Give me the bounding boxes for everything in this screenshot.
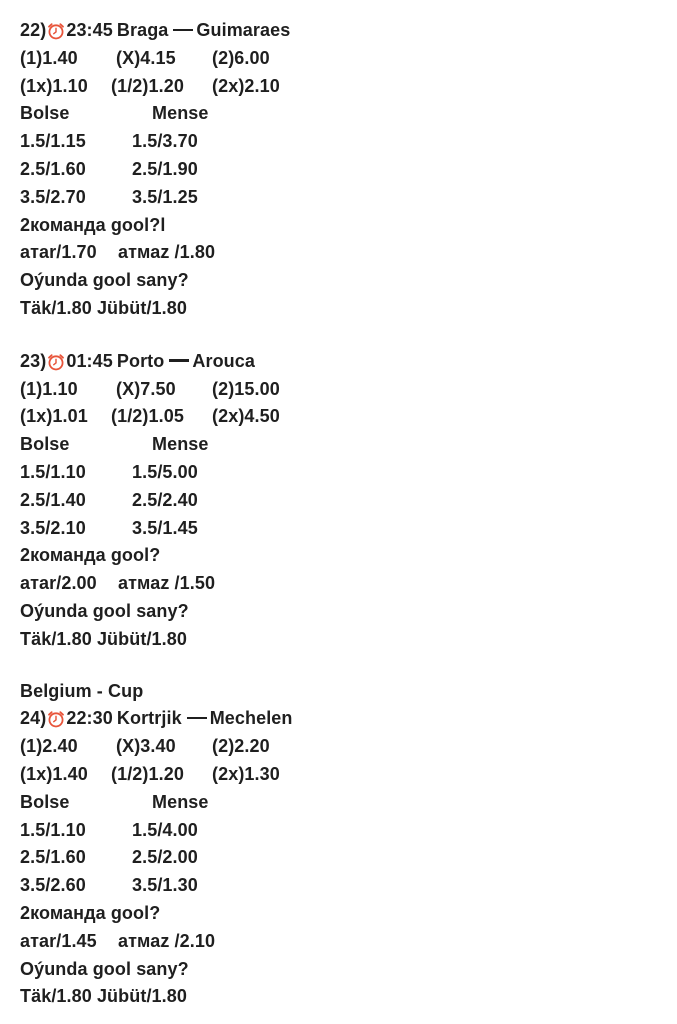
odds-12: (1/2)1.05 xyxy=(111,406,184,427)
odds-away-win: (2)2.20 xyxy=(212,736,270,757)
match-number: 23) xyxy=(20,350,47,371)
goals-count-label: Oýunda gool sany? xyxy=(20,270,189,291)
atmaz-odds: атмаz /1.80 xyxy=(118,242,216,263)
mense-value: 2.5/2.40 xyxy=(132,489,198,510)
over-under-row xyxy=(20,487,660,515)
versus-dash xyxy=(169,359,189,362)
alarm-clock-icon xyxy=(47,710,65,728)
away-team: Mechelen xyxy=(209,708,293,729)
odds-draw: (X)7.50 xyxy=(116,378,176,399)
bolse-label: Bolse xyxy=(20,434,70,455)
versus-dash xyxy=(187,717,207,720)
bolse-value: 2.5/1.60 xyxy=(20,158,86,179)
both-score-label: 2команда gool? xyxy=(20,902,161,923)
atar-odds: атаr/1.70 xyxy=(20,242,97,263)
away-team: Arouca xyxy=(192,350,255,371)
atmaz-odds: атмаz /2.10 xyxy=(118,930,216,951)
odds-away-win: (2)15.00 xyxy=(212,378,280,399)
atar-odds: атаr/1.45 xyxy=(20,930,97,951)
away-team: Guimaraes xyxy=(196,20,291,40)
mense-value: 1.5/3.70 xyxy=(132,131,198,152)
odd-even-row: Täk/1.80 Jübüt/1.80 xyxy=(20,297,187,318)
home-team: Braga xyxy=(116,20,169,40)
double-chance-row xyxy=(20,403,660,431)
mense-value: 3.5/1.30 xyxy=(132,875,198,896)
bolse-value: 3.5/2.60 xyxy=(20,875,86,896)
mense-value: 2.5/1.90 xyxy=(132,158,198,179)
bolse-value: 3.5/2.70 xyxy=(20,186,86,207)
mense-label: Mense xyxy=(152,791,209,812)
match-number: 22) xyxy=(20,20,47,40)
odds-12: (1/2)1.20 xyxy=(111,75,184,96)
result-odds-row xyxy=(20,376,660,404)
bolse-value: 1.5/1.10 xyxy=(20,819,86,840)
over-under-row xyxy=(20,515,660,543)
match-time: 22:30 xyxy=(66,708,113,729)
odds-2x: (2x)1.30 xyxy=(212,763,280,784)
over-under-row xyxy=(20,844,660,872)
odds-home-win: (1)1.40 xyxy=(20,47,78,68)
mense-value: 3.5/1.45 xyxy=(132,517,198,538)
double-chance-row xyxy=(20,73,660,101)
odds-home-win: (1)2.40 xyxy=(20,736,78,757)
bolse-value: 3.5/2.10 xyxy=(20,517,86,538)
league-title: Belgium - Cup xyxy=(20,680,144,701)
over-under-row xyxy=(20,817,660,845)
goals-count-label: Oýunda gool sany? xyxy=(20,600,189,621)
match-number: 24) xyxy=(20,708,47,729)
odds-12: (1/2)1.20 xyxy=(111,763,184,784)
over-under-row xyxy=(20,872,660,900)
odds-1x: (1x)1.10 xyxy=(20,75,88,96)
bolse-value: 1.5/1.10 xyxy=(20,461,86,482)
both-score-row xyxy=(20,928,660,956)
alarm-clock-icon xyxy=(47,22,65,40)
atar-odds: атаr/2.00 xyxy=(20,573,97,594)
over-under-row xyxy=(20,128,660,156)
match-header xyxy=(20,348,660,376)
mense-value: 2.5/2.00 xyxy=(132,847,198,868)
match-header xyxy=(20,17,660,45)
match-header xyxy=(20,705,660,733)
over-under-header xyxy=(20,431,660,459)
home-team: Kortrjik xyxy=(116,708,182,729)
over-under-header xyxy=(20,789,660,817)
match-time: 23:45 xyxy=(66,20,113,40)
over-under-row xyxy=(20,184,660,212)
bolse-label: Bolse xyxy=(20,791,70,812)
odd-even-row: Täk/1.80 Jübüt/1.80 xyxy=(20,986,187,1007)
result-odds-row xyxy=(20,733,660,761)
mense-value: 1.5/5.00 xyxy=(132,461,198,482)
odds-home-win: (1)1.10 xyxy=(20,378,78,399)
home-team: Porto xyxy=(116,350,165,371)
match-time: 01:45 xyxy=(66,350,113,371)
odd-even-row: Täk/1.80 Jübüt/1.80 xyxy=(20,628,187,649)
odds-1x: (1x)1.01 xyxy=(20,406,88,427)
odds-away-win: (2)6.00 xyxy=(212,47,270,68)
mense-label: Mense xyxy=(152,434,209,455)
mense-value: 3.5/1.25 xyxy=(132,186,198,207)
both-score-label: 2команда gool?l xyxy=(20,214,166,235)
result-odds-row xyxy=(20,45,660,73)
both-score-label: 2команда gool? xyxy=(20,545,161,566)
odds-draw: (X)3.40 xyxy=(116,736,176,757)
odds-draw: (X)4.15 xyxy=(116,47,176,68)
both-score-row xyxy=(20,239,660,267)
both-score-row xyxy=(20,570,660,598)
atmaz-odds: атмаz /1.50 xyxy=(118,573,216,594)
bolse-label: Bolse xyxy=(20,103,70,124)
over-under-row xyxy=(20,459,660,487)
mense-label: Mense xyxy=(152,103,209,124)
over-under-header xyxy=(20,100,660,128)
versus-dash xyxy=(173,29,193,32)
bolse-value: 1.5/1.15 xyxy=(20,131,86,152)
odds-2x: (2x)4.50 xyxy=(212,406,280,427)
double-chance-row xyxy=(20,761,660,789)
odds-1x: (1x)1.40 xyxy=(20,763,88,784)
bolse-value: 2.5/1.60 xyxy=(20,847,86,868)
over-under-row xyxy=(20,156,660,184)
goals-count-label: Oýunda gool sany? xyxy=(20,958,189,979)
betting-odds-document xyxy=(20,17,660,1011)
bolse-value: 2.5/1.40 xyxy=(20,489,86,510)
mense-value: 1.5/4.00 xyxy=(132,819,198,840)
odds-2x: (2x)2.10 xyxy=(212,75,280,96)
alarm-clock-icon xyxy=(47,353,65,371)
